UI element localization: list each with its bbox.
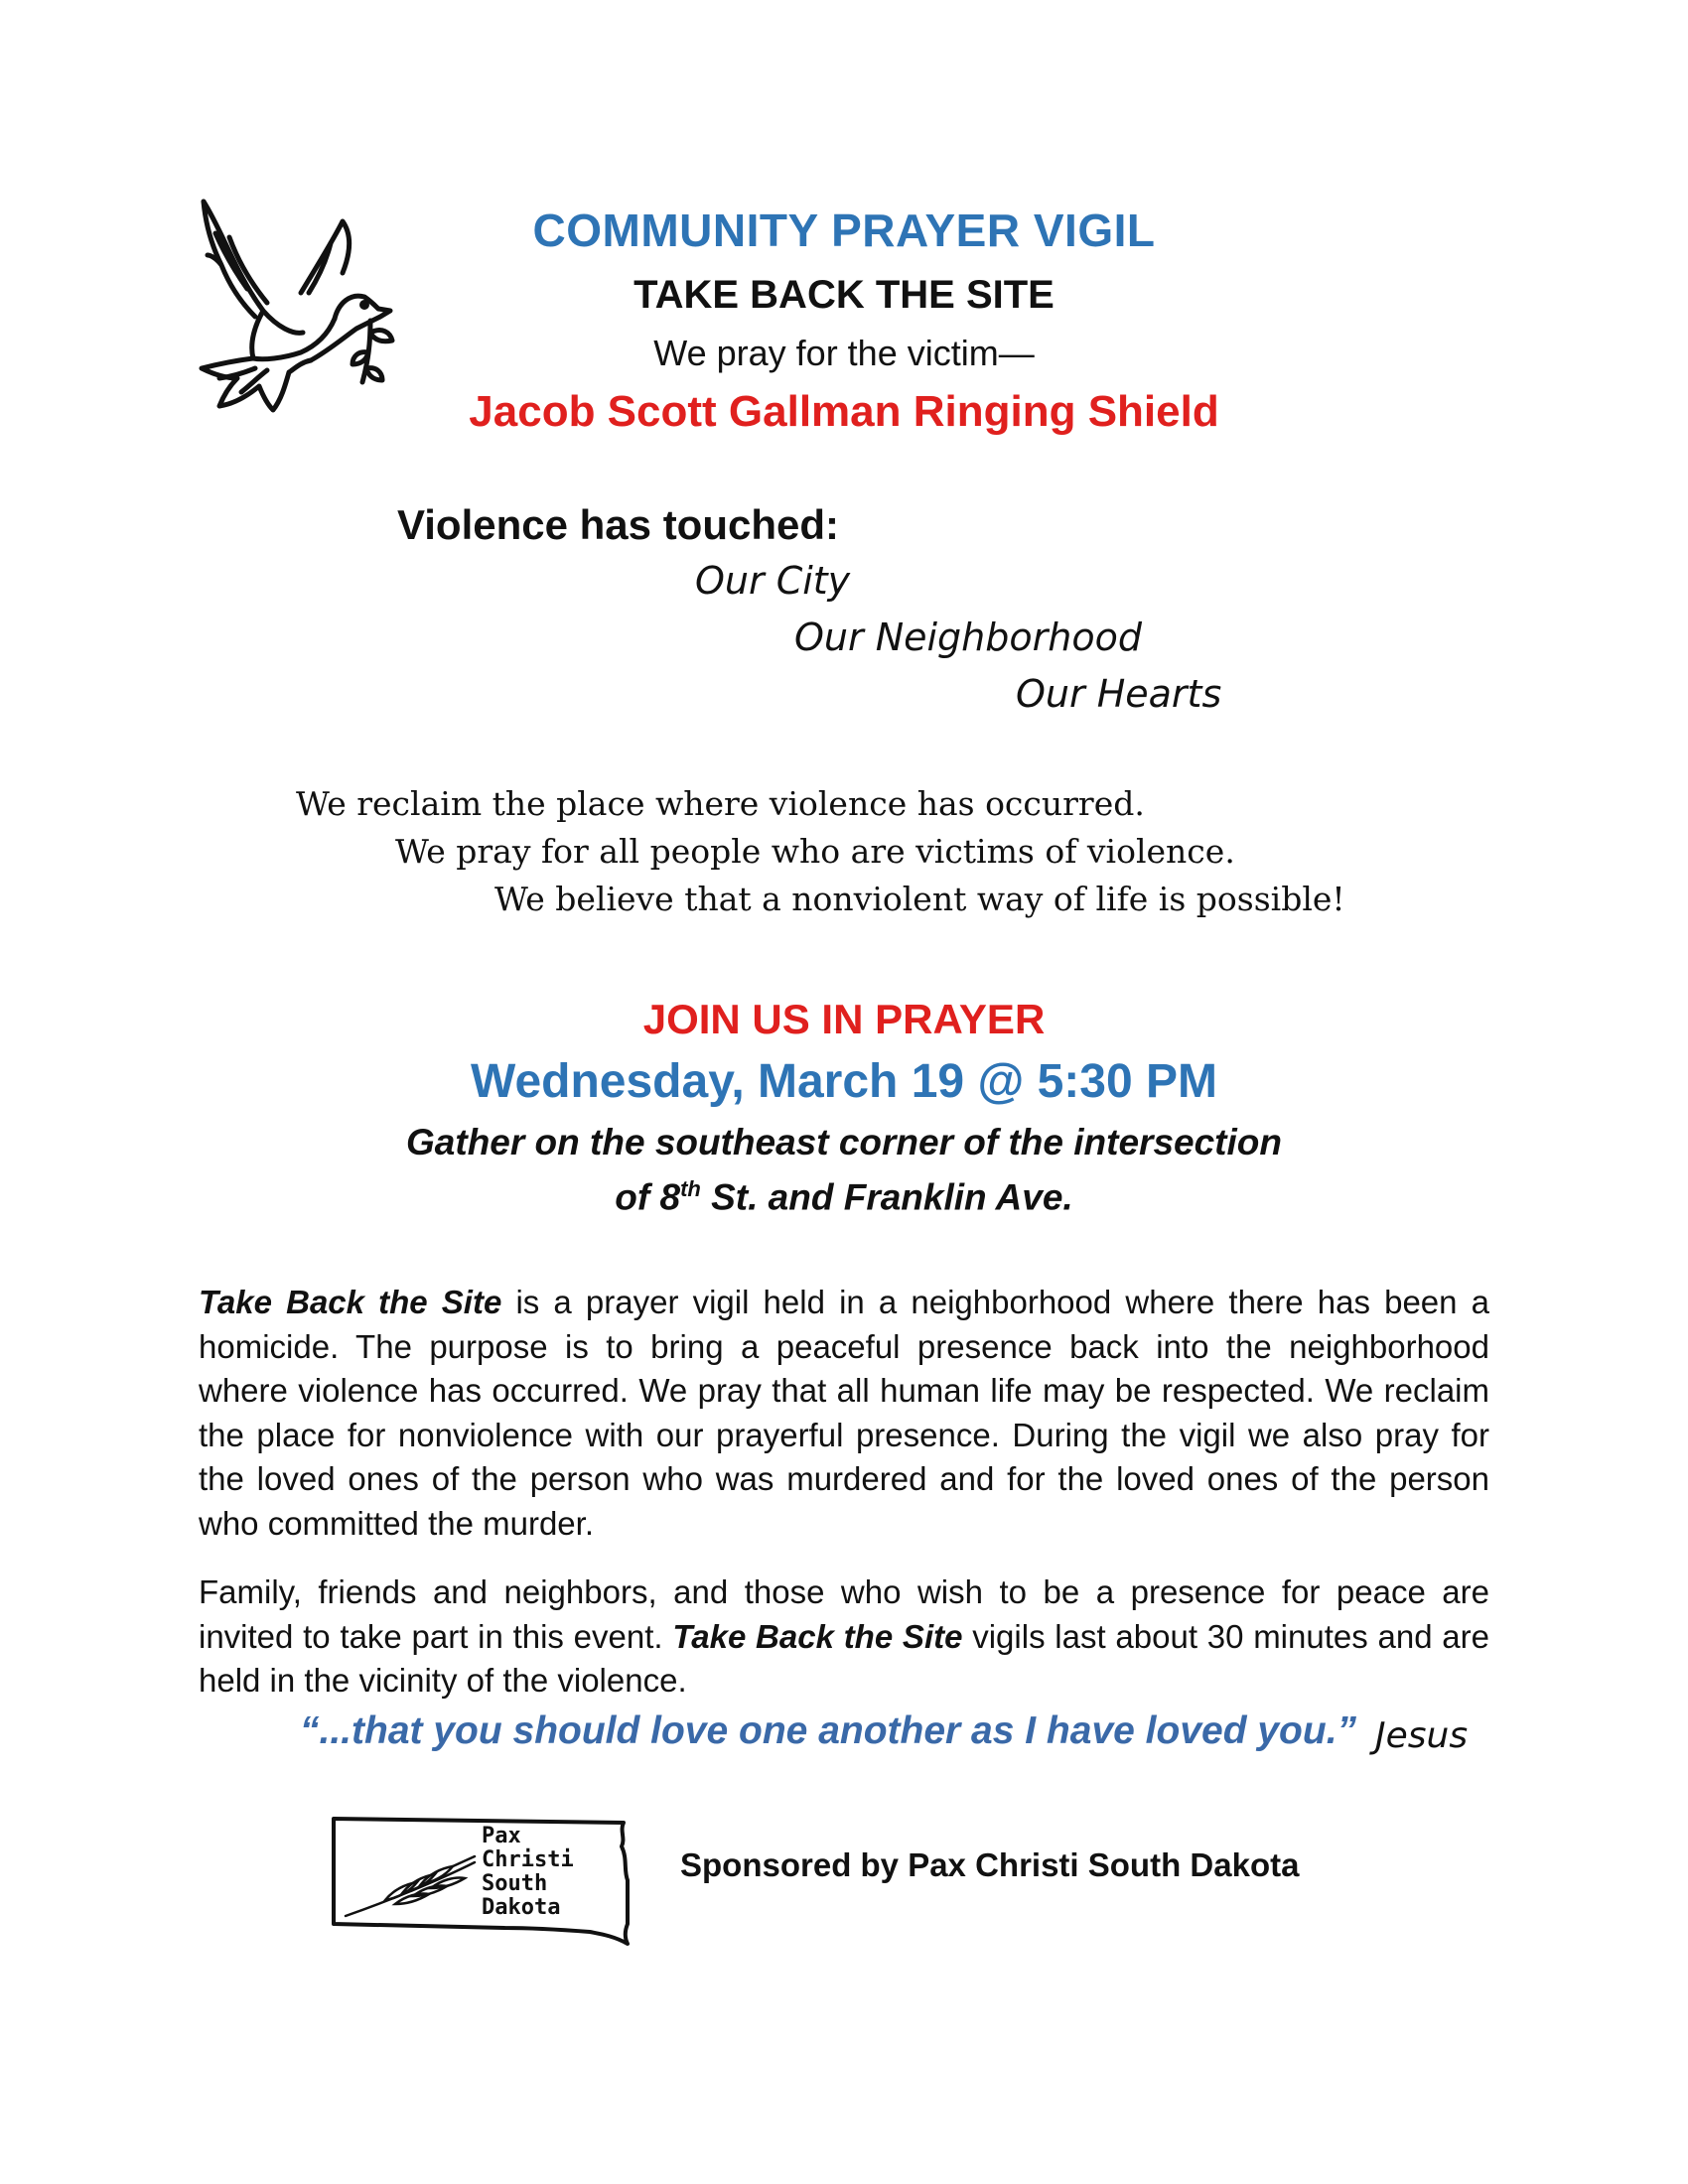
location-suffix: St. and Franklin Ave. xyxy=(700,1176,1073,1218)
quote-attribution: Jesus xyxy=(1375,1715,1469,1756)
event-location-line-2 xyxy=(0,1176,1688,1218)
logo-line-south: South xyxy=(482,1871,548,1896)
logo-line-christi: Christi xyxy=(482,1847,574,1872)
pax-christi-logo-text xyxy=(482,1825,611,1920)
description-p1-text: is a prayer vigil held in a neighborhood where there has been a homicide. The purpose is to bring a peaceful presence back into the neighborhood where violence has occurred. We pray that all human life may be respected. We reclaim the place for nonviolence with our prayerful presence. During the vigil we also pray for the loved ones of the person who was murdered and for the loved ones of the person who committed the murder. xyxy=(199,1284,1489,1542)
description-p2-text-start: Family, friends and neighbors, and those who wish to be a presence for peace are invited to take part in this event. xyxy=(199,1573,1489,1655)
violence-item-hearts: Our Hearts xyxy=(1016,672,1222,716)
violence-item-neighborhood: Our Neighborhood xyxy=(794,615,1142,659)
event-datetime: Wednesday, March 19 @ 5:30 PM xyxy=(471,1055,1217,1108)
scripture-quote: “...that you should love one another as I have loved you.” xyxy=(300,1709,1357,1752)
ordinal-suffix: th xyxy=(680,1176,701,1201)
event-location-line-1: Gather on the southeast corner of the intersection xyxy=(406,1122,1282,1162)
take-back-the-site-emphasis: Take Back the Site xyxy=(199,1284,502,1320)
description-paragraph-2 xyxy=(199,1570,1489,1704)
violence-item-city: Our City xyxy=(695,559,851,603)
take-back-the-site-emphasis: Take Back the Site xyxy=(672,1617,963,1655)
page-title: COMMUNITY PRAYER VIGIL xyxy=(532,205,1156,256)
location-prefix: of 8 xyxy=(615,1176,681,1218)
sponsor-line: Sponsored by Pax Christi South Dakota xyxy=(680,1846,1300,1883)
affirmation-reclaim: We reclaim the place where violence has occurred. xyxy=(296,784,1145,823)
description-paragraph-1 xyxy=(199,1281,1489,1546)
join-us-heading: JOIN US IN PRAYER xyxy=(642,996,1046,1042)
description-p2-text-end: vigils last about 30 minutes and are held in the vicinity of the violence. xyxy=(199,1617,1489,1699)
page-subtitle: TAKE BACK THE SITE xyxy=(633,273,1055,317)
logo-line-pax: Pax xyxy=(482,1824,521,1848)
logo-line-dakota: Dakota xyxy=(482,1895,561,1920)
violence-heading: Violence has touched: xyxy=(397,501,839,548)
pray-for-victim-line: We pray for the victim— xyxy=(653,333,1035,373)
affirmation-believe: We believe that a nonviolent way of life is possible! xyxy=(494,880,1345,918)
affirmation-pray: We pray for all people who are victims of violence. xyxy=(395,832,1235,871)
victim-name: Jacob Scott Gallman Ringing Shield xyxy=(469,387,1219,436)
